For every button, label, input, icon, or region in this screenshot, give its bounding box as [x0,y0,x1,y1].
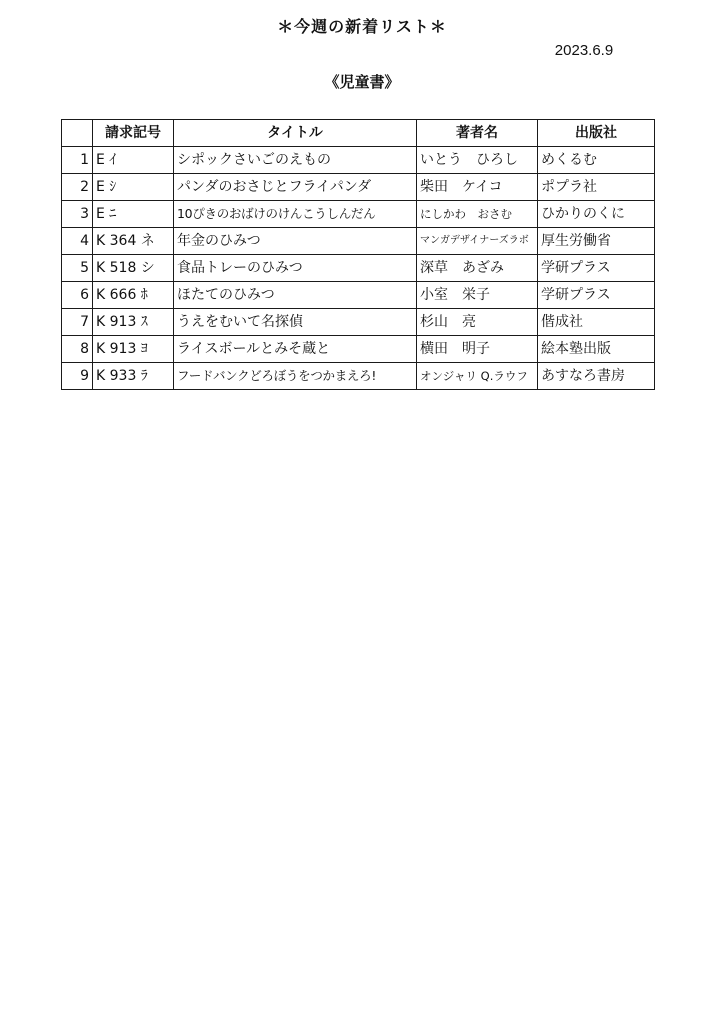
table-row [62,255,655,282]
author-name: マンガデザイナーズラボ [417,228,538,255]
column-header-call-number: 請求記号 [93,120,174,147]
author-name: 小室 栄子 [417,282,538,309]
table-header-row [62,120,655,147]
row-number: 9 [62,363,93,390]
table-row [62,282,655,309]
table-row [62,309,655,336]
book-title: パンダのおさじとフライパンダ [174,174,417,201]
table-row [62,228,655,255]
publisher-name: 厚生労働省 [538,228,655,255]
table-row [62,363,655,390]
publisher-name: ポプラ社 [538,174,655,201]
call-number: K 666 ﾎ [93,282,174,309]
call-number: K 933 ﾗ [93,363,174,390]
call-number: K 913 ﾖ [93,336,174,363]
table-row [62,174,655,201]
publisher-name: 絵本塾出版 [538,336,655,363]
book-title: うえをむいて名探偵 [174,309,417,336]
book-title: フードバンクどろぼうをつかまえろ! [174,363,417,390]
call-number: K 518 シ [93,255,174,282]
row-number: 1 [62,147,93,174]
publisher-name: 学研プラス [538,255,655,282]
row-number: 2 [62,174,93,201]
publisher-name: めくるむ [538,147,655,174]
author-name: 杉山 亮 [417,309,538,336]
author-name: にしかわ おさむ [417,201,538,228]
column-header-author: 著者名 [417,120,538,147]
table-row [62,201,655,228]
author-name: 柴田 ケイコ [417,174,538,201]
call-number: K 364 ネ [93,228,174,255]
call-number: E ﾆ [93,201,174,228]
book-title: 10ぴきのおばけのけんこうしんだん [174,201,417,228]
author-name: オンジャリ Q.ラウフ [417,363,538,390]
row-number: 3 [62,201,93,228]
publisher-name: 偕成社 [538,309,655,336]
column-header-number [62,120,93,147]
author-name: いとう ひろし [417,147,538,174]
book-title: 食品トレーのひみつ [174,255,417,282]
row-number: 6 [62,282,93,309]
table-row [62,147,655,174]
author-name: 深草 あざみ [417,255,538,282]
page-title: ＊今週の新着リスト＊ [277,17,447,36]
book-title: ほたてのひみつ [174,282,417,309]
new-books-table [61,119,655,390]
publisher-name: 学研プラス [538,282,655,309]
row-number: 4 [62,228,93,255]
row-number: 5 [62,255,93,282]
book-title: ライスボールとみそ蔵と [174,336,417,363]
row-number: 8 [62,336,93,363]
call-number: E ｲ [93,147,174,174]
call-number: K 913 ｽ [93,309,174,336]
column-header-title: タイトル [174,120,417,147]
author-name: 横田 明子 [417,336,538,363]
book-title: シポックさいごのえもの [174,147,417,174]
call-number: E ｼ [93,174,174,201]
row-number: 7 [62,309,93,336]
publisher-name: ひかりのくに [538,201,655,228]
table-row [62,336,655,363]
publisher-name: あすなろ書房 [538,363,655,390]
book-title: 年金のひみつ [174,228,417,255]
section-title: 《児童書》 [324,73,400,91]
column-header-publisher: 出版社 [538,120,655,147]
list-date: 2023.6.9 [554,42,614,59]
